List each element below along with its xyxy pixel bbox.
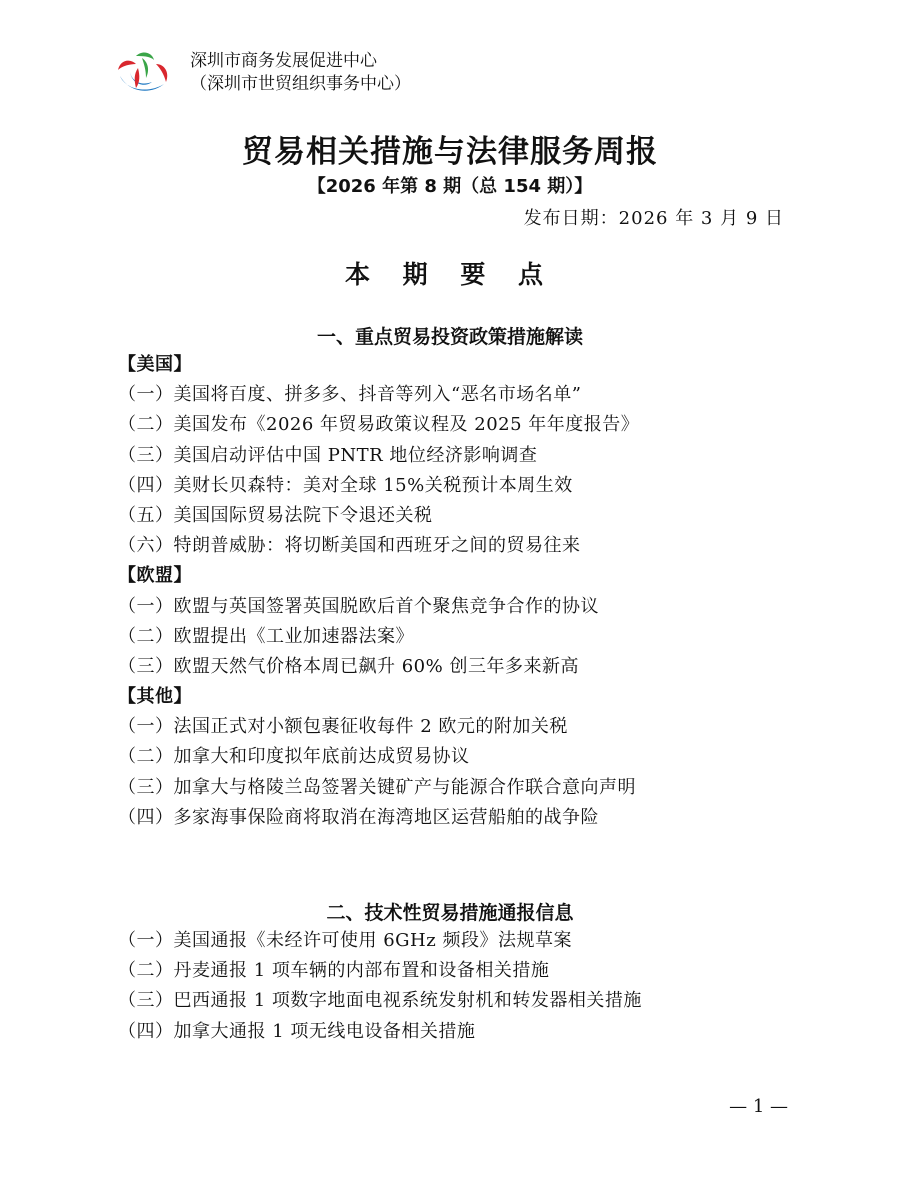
page-number: — 1 — — [729, 1096, 788, 1117]
publish-date: 发布日期：2026 年 3 月 9 日 — [523, 208, 784, 229]
section2-list — [118, 926, 642, 1047]
section1-list — [118, 350, 639, 833]
list-item: （二）加拿大和印度拟年底前达成贸易协议 — [118, 746, 470, 768]
list-item: （一）美国通报《未经许可使用 6GHz 频段》法规草案 — [118, 930, 572, 951]
list-item: （四）美财长贝森特：美对全球 15%关税预计本周生效 — [118, 474, 573, 496]
list-item: （四）多家海事保险商将取消在海湾地区运营船舶的战争险 — [118, 806, 599, 828]
list-item: （二）欧盟提出《工业加速器法案》 — [118, 625, 414, 647]
list-item: （五）美国国际贸易法院下令退还关税 — [118, 504, 433, 526]
list-item: （三）美国启动评估中国 PNTR 地位经济影响调查 — [118, 444, 538, 466]
list-item: （二）丹麦通报 1 项车辆的内部布置和设备相关措施 — [118, 960, 550, 982]
organization-name — [190, 50, 411, 96]
list-item: （一）美国将百度、拼多多、抖音等列入“恶名市场名单” — [118, 384, 582, 406]
section1-heading: 一、重点贸易投资政策措施解读 — [316, 326, 583, 348]
list-item: （三）巴西通报 1 项数字地面电视系统发射机和转发器相关措施 — [118, 990, 642, 1012]
list-item: （三）加拿大与格陵兰岛签署关键矿产与能源合作联合意向声明 — [118, 776, 636, 798]
region-heading-other: 【其他】 — [118, 686, 192, 708]
report-title: 贸易相关措施与法律服务周报 — [242, 134, 658, 170]
issue-number: 【2026 年第 8 期（总 154 期）】 — [307, 176, 593, 197]
region-heading-eu: 【欧盟】 — [118, 565, 192, 587]
list-item: （六）特朗普威胁：将切断美国和西班牙之间的贸易往来 — [118, 535, 581, 557]
organization-name-line1: 深圳市商务发展促进中心 — [190, 51, 377, 71]
list-item: （一）欧盟与英国签署英国脱欧后首个聚焦竞争合作的协议 — [118, 595, 599, 617]
region-heading-usa: 【美国】 — [118, 354, 192, 375]
section2-heading: 二、技术性贸易措施通报信息 — [326, 902, 574, 924]
organization-logo-icon — [112, 48, 172, 98]
list-item: （一）法国正式对小额包裹征收每件 2 欧元的附加关税 — [118, 716, 568, 738]
list-item: （二）美国发布《2026 年贸易政策议程及 2025 年年度报告》 — [118, 414, 640, 436]
highlights-title: 本 期 要 点 — [344, 260, 556, 289]
list-item: （四）加拿大通报 1 项无线电设备相关措施 — [118, 1020, 476, 1042]
organization-name-line2: （深圳市世贸组织事务中心） — [190, 74, 411, 94]
list-item: （三）欧盟天然气价格本周已飙升 60% 创三年多来新高 — [118, 655, 579, 677]
